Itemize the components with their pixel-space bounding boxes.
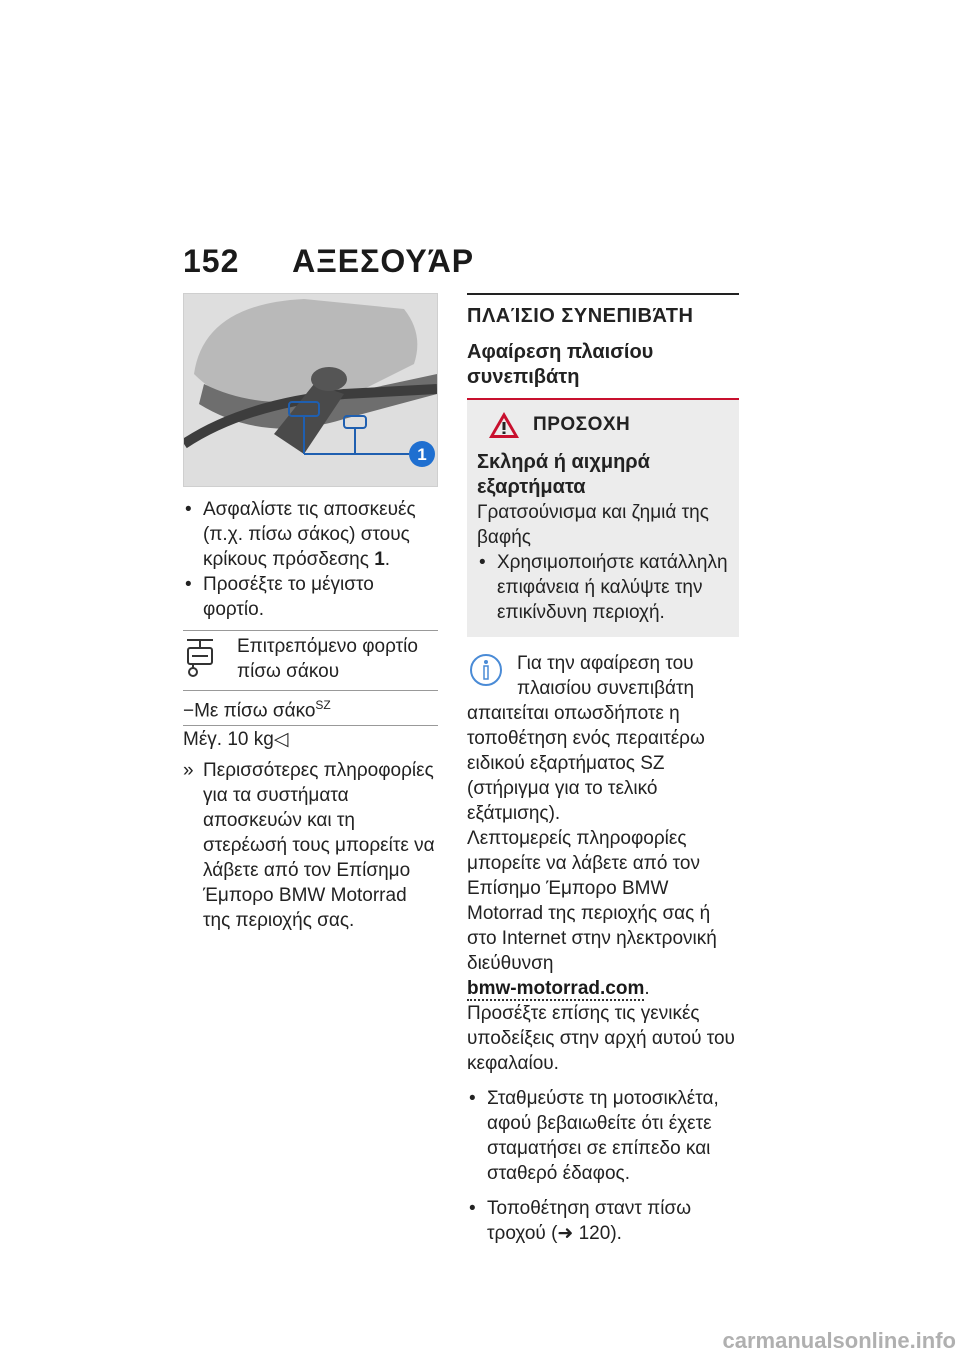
section-title: ΠΛΑΊΣΙΟ ΣΥΝΕΠΙΒΆΤΗ <box>467 293 739 328</box>
note-block: Για την αφαίρεση του πλαισίου συνεπιβάτη απαιτείται οπωσδήποτε η τοποθέτηση ενός περαιτέρω ειδικού εξαρτήματος SZ (στήριγμα για το τελικό εξάτμισης). Λεπτομερείς πληροφορίες μπορείτε να λάβετε από τον Επίσημο Έμπορο BMW Motorrad της περιοχής σας ή στο Internet στην ηλεκτρονική διεύθυνση bmw-motorrad.com. Προσέξτε επίσης τις γενικές υποδείξεις στην αρχή αυτού του κεφαλαίου. <box>467 653 735 1074</box>
caution-action: • Χρησιμοποιήστε κατάλληλη επιφάνεια ή καλύψτε την επικίνδυνη περιοχή. <box>477 550 729 625</box>
info-mark: » <box>183 760 194 782</box>
luggage-rack-illustration <box>184 294 437 486</box>
warning-triangle-icon <box>487 410 521 440</box>
end-mark: ◁ <box>273 729 289 751</box>
spec-condition: −Με πίσω σάκο$^{SZ}$ <box>183 690 438 725</box>
page-ref-arrow-icon: ➜ <box>557 1223 579 1244</box>
info-icon <box>469 653 503 693</box>
note-text-1: Για την αφαίρεση του πλαισίου συνεπιβάτη απαιτείται οπωσδήποτε η τοποθέτηση ενός περαιτέρω ειδικού εξαρτήματος SZ (στήριγμα για το τελικό εξάτμισης). <box>467 653 705 824</box>
page-number: 152 <box>183 243 240 279</box>
chapter-title: ΑΞΕΣΟΥΆΡ <box>292 243 475 279</box>
procedure-steps <box>467 1086 739 1246</box>
list-item: • Προσέξτε το μέγιστο φορτίο. <box>183 572 438 622</box>
securing-instructions <box>183 497 438 622</box>
spec-label: Επιτρεπόμενο φορτίο πίσω σάκου <box>237 636 418 682</box>
list-item: • Ασφαλίστε τις αποσκευές (π.χ. πίσω σάκος) στους κρίκους πρόσδεσης 1. <box>183 497 438 572</box>
spec-value: Μέγ. 10 kg◁ <box>183 725 438 754</box>
caution-title: ΠΡΟΣΟΧΗ <box>533 414 631 435</box>
caution-consequence: Γρατσούνισμα και ζημιά της βαφής <box>477 502 709 548</box>
page-ref[interactable]: 120 <box>578 1223 611 1244</box>
load-weight-icon <box>183 634 217 680</box>
caution-subtitle: Σκληρά ή αιχμηρά εξαρτήματα <box>477 451 650 498</box>
luggage-rack-photo <box>183 293 438 487</box>
caution-box <box>467 400 739 637</box>
list-item: • Τοποθέτηση σταντ πίσω τροχού (➜ 120). <box>467 1196 739 1246</box>
watermark: carmanualsonline.info <box>722 1328 956 1353</box>
callout-ref: 1 <box>374 549 385 570</box>
right-column <box>467 293 739 1256</box>
note-text-2: Λεπτομερείς πληροφορίες μπορείτε να λάβετε από τον Επίσημο Έμπορο BMW Motorrad της περιοχής σας ή στο Internet στην ηλεκτρονική διεύθυνση <box>467 828 717 974</box>
list-item: • Σταθμεύστε τη μοτοσικλέτα, αφού βεβαιωθείτε ότι έχετε σταματήσει σε επίπεδο και σταθερό έδαφος. <box>467 1086 739 1186</box>
procedure-title: Αφαίρεση πλαισίου συνεπιβάτη <box>467 340 739 400</box>
note-text-3: Προσέξτε επίσης τις γενικές υποδείξεις στην αρχή αυτού του κεφαλαίου. <box>467 1003 735 1074</box>
callout-1-label: 1 <box>417 445 427 464</box>
website-link[interactable]: bmw-motorrad.com <box>467 978 645 999</box>
left-column <box>183 293 438 933</box>
page-header <box>183 243 474 280</box>
spec-header <box>183 631 438 690</box>
load-spec-table <box>183 630 438 754</box>
info-note: » Περισσότερες πληροφορίες για τα συστήματα αποσκευών και τη στερέωσή τους μπορείτε να λάβετε από τον Επίσημο Έμπορο BMW Motorrad της περιοχής σας. <box>183 760 435 932</box>
